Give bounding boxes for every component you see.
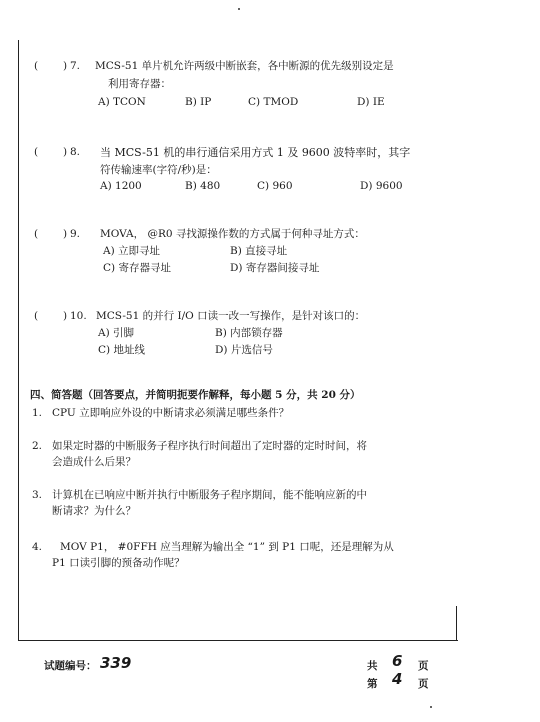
option-d: D) 片选信号: [215, 344, 273, 356]
short-question-text-line1: CPU 立即响应外设的中断请求必须满足哪些条件？: [52, 407, 290, 419]
short-question-text-line2: P1 口读引脚的预备动作呢？: [52, 557, 185, 569]
total-pages-suffix: 页: [418, 660, 429, 672]
answer-paren-close: ): [63, 60, 68, 72]
option-c: C) TMOD: [248, 96, 299, 108]
short-question-text-line1: 计算机在已响应中断并执行中断服务子程序期间，能不能响应新的中: [52, 489, 367, 501]
short-question-number: 3.: [32, 489, 43, 501]
exam-number-value: 339: [100, 654, 132, 672]
exam-number-label: 试题编号：: [44, 660, 97, 672]
question-number: 7.: [70, 60, 81, 72]
short-question-text-line1: 如果定时器的中断服务子程序执行时间超出了定时器的定时时间，将: [52, 440, 367, 452]
right-border-line: [456, 606, 457, 640]
question-text-line2: 符传输速率(字符/秒)是：: [100, 164, 217, 176]
option-a: A) 立即寻址: [103, 245, 161, 257]
answer-paren-open: (: [34, 146, 39, 158]
option-d: D) 寄存器间接寻址: [230, 262, 320, 274]
option-a: A) 1200: [100, 180, 142, 192]
answer-paren-close: ): [63, 146, 68, 158]
page-number-prefix: 第: [367, 678, 378, 690]
question-number: 8.: [70, 146, 81, 158]
answer-paren-open: (: [34, 228, 39, 240]
short-question-text-line2: 断请求？为什么？: [52, 505, 136, 517]
short-question-number: 2.: [32, 440, 43, 452]
bottom-rule: [18, 640, 458, 641]
page-number-value: 4: [392, 670, 403, 688]
total-pages-prefix: 共: [367, 660, 378, 672]
page-number-suffix: 页: [418, 678, 429, 690]
scan-speck: [430, 706, 432, 708]
option-c: C) 地址线: [98, 344, 145, 356]
total-pages-value: 6: [392, 652, 403, 670]
option-b: B) 内部锁存器: [215, 327, 283, 339]
answer-paren-open: (: [34, 310, 39, 322]
short-question-text-line2: 会造成什么后果？: [52, 456, 136, 468]
short-question-number: 1.: [32, 407, 43, 419]
answer-paren-close: ): [63, 310, 68, 322]
answer-paren-open: (: [34, 60, 39, 72]
question-text-line2: 利用寄存器：: [108, 78, 171, 90]
question-text-line1: MOVA， @R0 寻找源操作数的方式属于何种寻址方式：: [100, 228, 365, 240]
option-a: A) TCON: [98, 96, 146, 108]
question-number: 10.: [70, 310, 87, 322]
option-a: A) 引脚: [98, 327, 135, 339]
short-question-text-line1: MOV P1， #0FFH 应当理解为输出全 “1” 到 P1 口呢，还是理解为从: [60, 541, 394, 553]
answer-paren-close: ): [63, 228, 68, 240]
section-heading: 四、简答题（回答要点，并简明扼要作解释，每小题 5 分，共 20 分）: [30, 389, 361, 401]
question-text-line1: MCS-51 的并行 I/O 口读一改一写操作，是针对该口的：: [96, 310, 366, 322]
option-b: B) IP: [185, 96, 212, 108]
scan-speck: [238, 8, 240, 10]
question-text-line1: 当 MCS-51 机的串行通信采用方式 1 及 9600 波特率时，其字: [100, 146, 411, 159]
left-border-line: [18, 40, 19, 640]
question-text-line1: MCS-51 单片机允许两级中断嵌套，各中断源的优先级别设定是: [95, 60, 394, 72]
option-d: D) 9600: [360, 180, 403, 192]
option-b: B) 480: [185, 180, 221, 192]
question-number: 9.: [70, 228, 81, 240]
option-d: D) IE: [357, 96, 385, 108]
option-c: C) 960: [257, 180, 293, 192]
option-c: C) 寄存器寻址: [103, 262, 171, 274]
short-question-number: 4.: [32, 541, 43, 553]
option-b: B) 直接寻址: [230, 245, 288, 257]
